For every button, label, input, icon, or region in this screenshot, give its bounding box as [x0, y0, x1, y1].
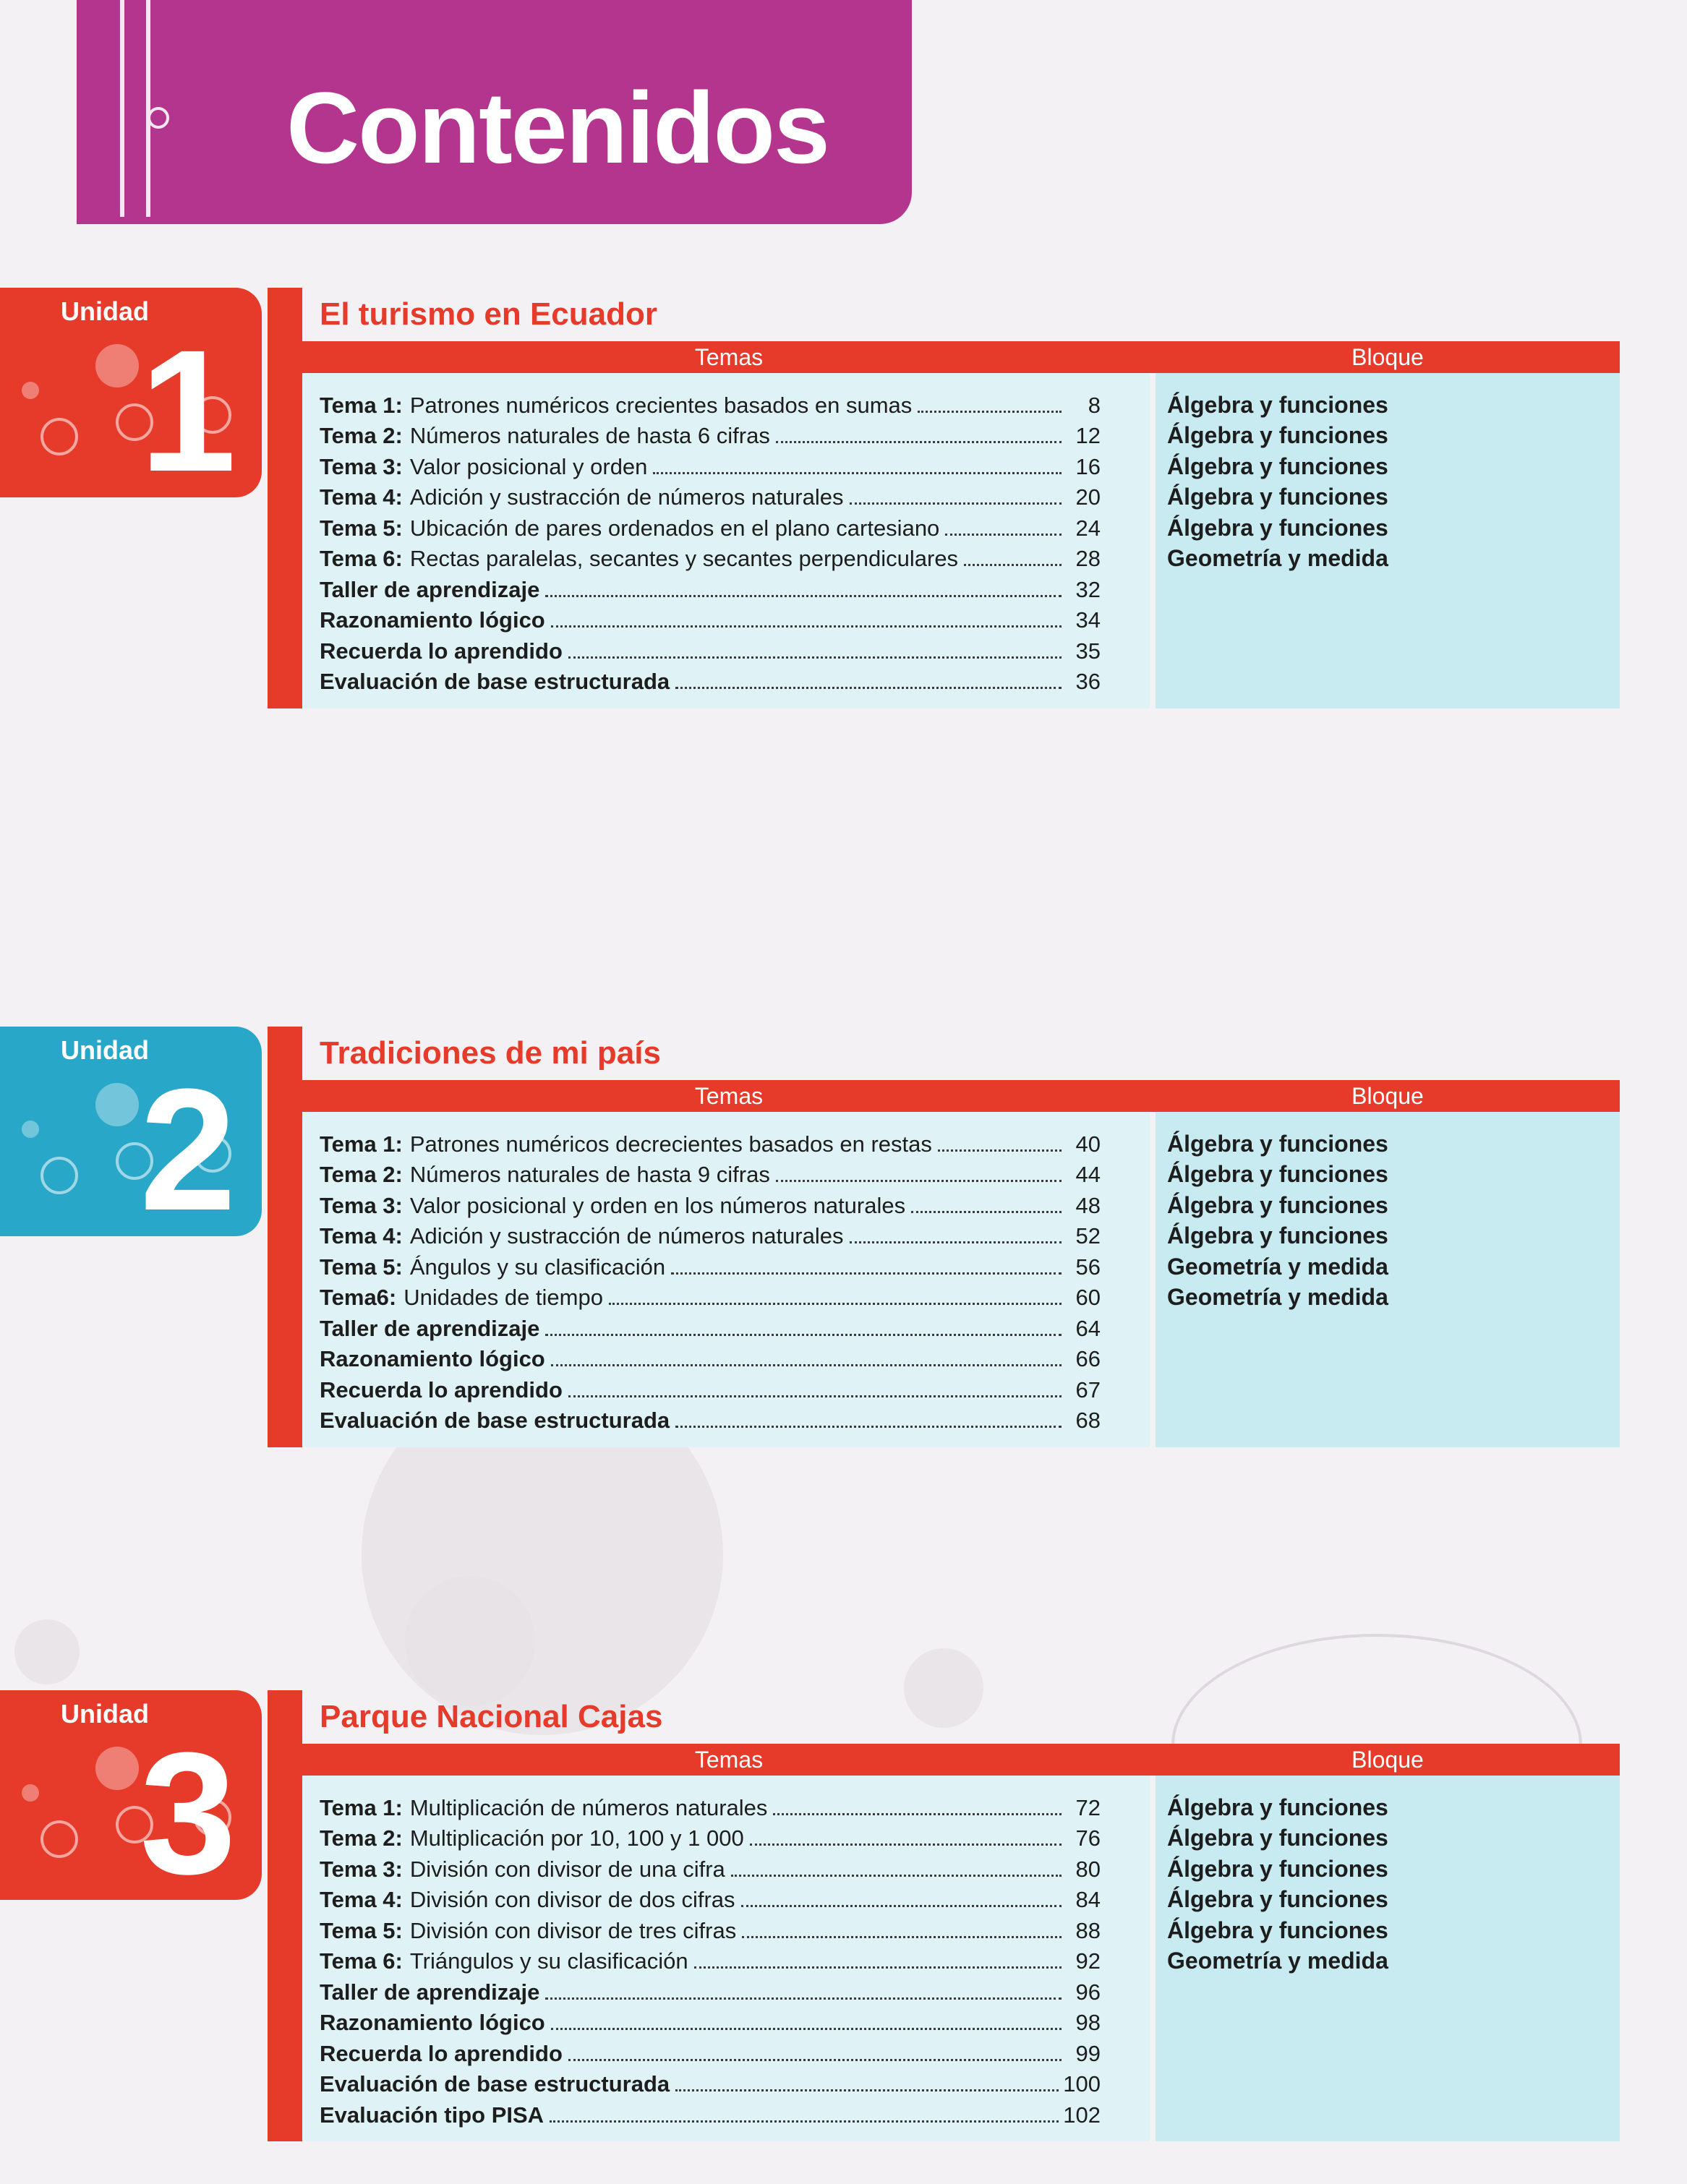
toc-row[interactable] — [320, 1188, 1101, 1219]
dot-leader — [551, 625, 1062, 628]
unit-bar — [268, 1027, 302, 1447]
row-page: 64 — [1075, 1315, 1101, 1341]
unit-badge — [0, 1690, 262, 1900]
bg-circle — [904, 1648, 983, 1728]
row-label: Tema 3: — [320, 1856, 403, 1882]
dot-leader — [545, 1997, 1062, 2000]
bloque-item: Geometría y medida — [1167, 1284, 1388, 1310]
badge-deco — [22, 382, 39, 399]
unit-number: 1 — [140, 314, 236, 497]
dot-leader — [568, 2059, 1062, 2061]
dot-leader — [945, 534, 1062, 536]
row-page: 52 — [1075, 1223, 1101, 1249]
toc-row[interactable] — [320, 1851, 1101, 1883]
row-label: Tema 2: — [320, 423, 403, 448]
bloque-item: Álgebra y funciones — [1167, 453, 1388, 479]
toc-row[interactable] — [320, 1342, 1101, 1373]
header-deco — [120, 0, 124, 217]
bloque-item: Álgebra y funciones — [1167, 1130, 1388, 1157]
row-label: Taller de aprendizaje — [320, 1315, 540, 1341]
dot-leader — [964, 564, 1062, 566]
toc-row[interactable] — [320, 1280, 1101, 1311]
row-page: 92 — [1075, 1948, 1101, 1974]
row-label: Evaluación de base estructurada — [320, 669, 670, 694]
bloque-item: Álgebra y funciones — [1167, 1825, 1388, 1851]
dot-leader — [671, 1272, 1062, 1275]
row-page: 16 — [1075, 453, 1101, 479]
toc-row[interactable] — [320, 1311, 1101, 1342]
badge-deco — [40, 418, 78, 455]
toc-row[interactable] — [320, 2036, 1101, 2067]
temas-list — [320, 1790, 1101, 2128]
row-text: Triángulos y su clasificación — [409, 1948, 688, 1974]
row-label: Recuerda lo aprendido — [320, 2040, 563, 2066]
toc-row[interactable] — [320, 1883, 1101, 1914]
bloque-item: Geometría y medida — [1167, 1948, 1388, 1974]
unit-badge — [0, 1027, 262, 1236]
row-text: Valor posicional y orden en los números naturales — [409, 1192, 906, 1218]
row-page: 32 — [1075, 576, 1101, 602]
row-label: Tema6: — [320, 1285, 397, 1310]
dot-leader — [850, 1241, 1062, 1243]
row-text: División con divisor de tres cifras — [409, 1917, 737, 1943]
toc-row[interactable] — [320, 2067, 1101, 2098]
row-label: Recuerda lo aprendido — [320, 1376, 563, 1403]
unit-bar — [268, 288, 302, 708]
row-page: 88 — [1075, 1917, 1101, 1943]
dot-leader — [568, 656, 1062, 659]
toc-row[interactable] — [320, 1372, 1101, 1403]
row-page: 48 — [1075, 1192, 1101, 1218]
row-label: Evaluación de base estructurada — [320, 1408, 670, 1433]
row-page: 99 — [1075, 2040, 1101, 2066]
row-text: Patrones numéricos crecientes basados en sumas — [409, 392, 913, 418]
toc-row[interactable] — [320, 510, 1101, 541]
row-page: 67 — [1075, 1376, 1101, 1403]
toc-row[interactable] — [320, 2005, 1101, 2037]
row-label: Tema 1: — [320, 1131, 403, 1157]
temas-list — [320, 1126, 1101, 1434]
dot-leader — [568, 1395, 1062, 1397]
unit-title: El turismo en Ecuador — [320, 296, 657, 332]
toc-row[interactable] — [320, 664, 1101, 695]
toc-row[interactable] — [320, 1157, 1101, 1189]
dot-leader — [850, 502, 1062, 505]
bloque-item: Álgebra y funciones — [1167, 1855, 1388, 1882]
dot-leader — [653, 472, 1062, 474]
header-banner — [77, 0, 912, 224]
toc-row[interactable] — [320, 1974, 1101, 2005]
toc-row[interactable] — [320, 633, 1101, 664]
bloque-item: Álgebra y funciones — [1167, 1917, 1388, 1943]
toc-row[interactable] — [320, 1219, 1101, 1250]
dot-leader — [694, 1966, 1062, 1969]
dot-leader — [741, 1905, 1062, 1907]
row-text: Valor posicional y orden — [409, 453, 648, 479]
toc-row[interactable] — [320, 387, 1101, 419]
unit-label: Unidad — [61, 296, 149, 326]
dot-leader — [551, 1364, 1062, 1366]
page-title: Contenidos — [286, 71, 829, 184]
toc-row[interactable] — [320, 541, 1101, 573]
row-label: Tema 5: — [320, 1917, 403, 1943]
toc-row[interactable] — [320, 1126, 1101, 1157]
badge-deco — [40, 1820, 78, 1858]
row-label: Razonamiento lógico — [320, 1346, 545, 1371]
temas-list — [320, 387, 1101, 695]
bloque-item: Álgebra y funciones — [1167, 1191, 1388, 1218]
row-page: 100 — [1063, 2071, 1101, 2097]
row-page: 84 — [1075, 1887, 1101, 1912]
toc-row[interactable] — [320, 1944, 1101, 1975]
row-page: 96 — [1075, 1979, 1101, 2005]
dot-leader — [545, 1334, 1062, 1336]
row-page: 28 — [1075, 546, 1101, 571]
row-text: Adición y sustracción de números naturales — [409, 484, 844, 510]
row-label: Tema 5: — [320, 515, 403, 541]
header-bloque: Bloque — [1351, 1747, 1424, 1773]
row-page: 60 — [1075, 1285, 1101, 1310]
row-page: 24 — [1075, 515, 1101, 541]
row-page: 98 — [1075, 2010, 1101, 2035]
header-bloque: Bloque — [1351, 344, 1424, 370]
dot-leader — [773, 1813, 1062, 1815]
row-page: 68 — [1075, 1408, 1101, 1433]
bg-circle — [405, 1576, 535, 1706]
dot-leader — [750, 1843, 1062, 1846]
row-text: Rectas paralelas, secantes y secantes perpendiculares — [409, 546, 959, 571]
row-text: Números naturales de hasta 6 cifras — [409, 423, 770, 448]
row-page: 102 — [1063, 2102, 1101, 2128]
dot-leader — [675, 2089, 1059, 2091]
row-text: Ángulos y su clasificación — [409, 1254, 666, 1280]
unit-label: Unidad — [61, 1035, 149, 1065]
header-bloque: Bloque — [1351, 1083, 1424, 1109]
row-label: Tema 4: — [320, 1887, 403, 1912]
unit-number: 3 — [140, 1716, 236, 1900]
toc-row[interactable] — [320, 603, 1101, 634]
dot-leader — [675, 1426, 1062, 1428]
row-page: 34 — [1075, 607, 1101, 633]
row-page: 56 — [1075, 1254, 1101, 1280]
row-label: Taller de aprendizaje — [320, 1979, 540, 2005]
table-header — [302, 1744, 1620, 1776]
toc-row[interactable] — [320, 1913, 1101, 1944]
dot-leader — [918, 411, 1062, 413]
row-page: 72 — [1075, 1794, 1101, 1820]
badge-deco — [22, 1784, 39, 1802]
bloque-item: Álgebra y funciones — [1167, 1886, 1388, 1912]
row-label: Taller de aprendizaje — [320, 576, 540, 602]
row-page: 80 — [1075, 1856, 1101, 1882]
dot-leader — [776, 441, 1062, 443]
toc-row[interactable] — [320, 419, 1101, 450]
row-page: 44 — [1075, 1162, 1101, 1187]
table-header — [302, 1080, 1620, 1112]
row-label: Evaluación tipo PISA — [320, 2102, 544, 2128]
row-label: Tema 4: — [320, 484, 403, 510]
bloque-list — [1167, 387, 1601, 572]
dot-leader — [742, 1936, 1062, 1938]
header-deco — [146, 0, 150, 217]
header-temas: Temas — [694, 1747, 764, 1773]
dot-leader — [776, 1180, 1062, 1182]
toc-row[interactable] — [320, 2097, 1101, 2128]
row-text: Números naturales de hasta 9 cifras — [409, 1162, 770, 1187]
badge-deco — [40, 1157, 78, 1194]
unit-badge — [0, 288, 262, 497]
bloque-item: Álgebra y funciones — [1167, 391, 1388, 418]
dot-leader — [545, 595, 1062, 597]
dot-leader — [551, 2028, 1062, 2030]
toc-row[interactable] — [320, 480, 1101, 511]
row-page: 66 — [1075, 1346, 1101, 1371]
dot-leader — [550, 2120, 1059, 2123]
row-label: Tema 5: — [320, 1254, 403, 1280]
dot-leader — [731, 1875, 1062, 1877]
row-page: 20 — [1075, 484, 1101, 510]
toc-row[interactable] — [320, 449, 1101, 480]
dot-leader — [938, 1149, 1062, 1152]
row-label: Razonamiento lógico — [320, 2010, 545, 2035]
row-label: Tema 6: — [320, 546, 403, 571]
row-label: Evaluación de base estructurada — [320, 2071, 670, 2097]
bloque-item: Álgebra y funciones — [1167, 514, 1388, 541]
bloque-item: Geometría y medida — [1167, 1253, 1388, 1280]
bloque-item: Geometría y medida — [1167, 545, 1388, 571]
row-text: Adición y sustracción de números naturales — [409, 1223, 844, 1249]
toc-row[interactable] — [320, 1821, 1101, 1852]
row-text: Multiplicación de números naturales — [409, 1794, 768, 1820]
toc-row[interactable] — [320, 1249, 1101, 1280]
bloque-item: Álgebra y funciones — [1167, 422, 1388, 448]
row-label: Tema 2: — [320, 1162, 403, 1187]
dot-leader — [675, 687, 1062, 689]
row-text: Ubicación de pares ordenados en el plano cartesiano — [409, 515, 940, 541]
row-page: 40 — [1075, 1131, 1101, 1157]
toc-row[interactable] — [320, 1403, 1101, 1434]
bloque-item: Álgebra y funciones — [1167, 1222, 1388, 1249]
row-label: Razonamiento lógico — [320, 607, 545, 633]
bloque-list — [1167, 1790, 1601, 1974]
row-page: 36 — [1075, 669, 1101, 694]
row-label: Tema 6: — [320, 1948, 403, 1974]
header-temas: Temas — [694, 1083, 764, 1109]
unit-bar — [268, 1690, 302, 2141]
unit-label: Unidad — [61, 1699, 149, 1729]
row-label: Recuerda lo aprendido — [320, 638, 563, 664]
row-page: 35 — [1075, 638, 1101, 664]
unit-title: Tradiciones de mi país — [320, 1035, 661, 1071]
row-page: 76 — [1075, 1825, 1101, 1851]
bg-circle — [14, 1619, 80, 1684]
row-text: Patrones numéricos decrecientes basados en restas — [409, 1131, 932, 1157]
row-label: Tema 3: — [320, 453, 403, 479]
toc-row[interactable] — [320, 1790, 1101, 1821]
badge-deco — [22, 1121, 39, 1138]
unit-title: Parque Nacional Cajas — [320, 1699, 663, 1734]
row-label: Tema 1: — [320, 392, 403, 418]
bloque-item: Álgebra y funciones — [1167, 1161, 1388, 1187]
bloque-list — [1167, 1126, 1601, 1311]
row-text: División con divisor de dos cifras — [409, 1887, 735, 1912]
dot-leader — [911, 1211, 1062, 1213]
row-text: Unidades de tiempo — [403, 1285, 603, 1310]
dot-leader — [609, 1303, 1062, 1305]
row-label: Tema 3: — [320, 1192, 403, 1218]
table-header — [302, 341, 1620, 373]
row-text: División con divisor de una cifra — [409, 1856, 725, 1882]
row-page: 12 — [1075, 423, 1101, 448]
toc-row[interactable] — [320, 572, 1101, 603]
row-page: 8 — [1088, 392, 1101, 418]
header-deco — [148, 107, 169, 129]
row-text: Multiplicación por 10, 100 y 1 000 — [409, 1825, 744, 1851]
bloque-item: Álgebra y funciones — [1167, 484, 1388, 510]
bloque-item: Álgebra y funciones — [1167, 1794, 1388, 1820]
unit-number: 2 — [140, 1053, 236, 1236]
row-label: Tema 1: — [320, 1794, 403, 1820]
row-label: Tema 2: — [320, 1825, 403, 1851]
header-temas: Temas — [694, 344, 764, 370]
row-label: Tema 4: — [320, 1223, 403, 1249]
